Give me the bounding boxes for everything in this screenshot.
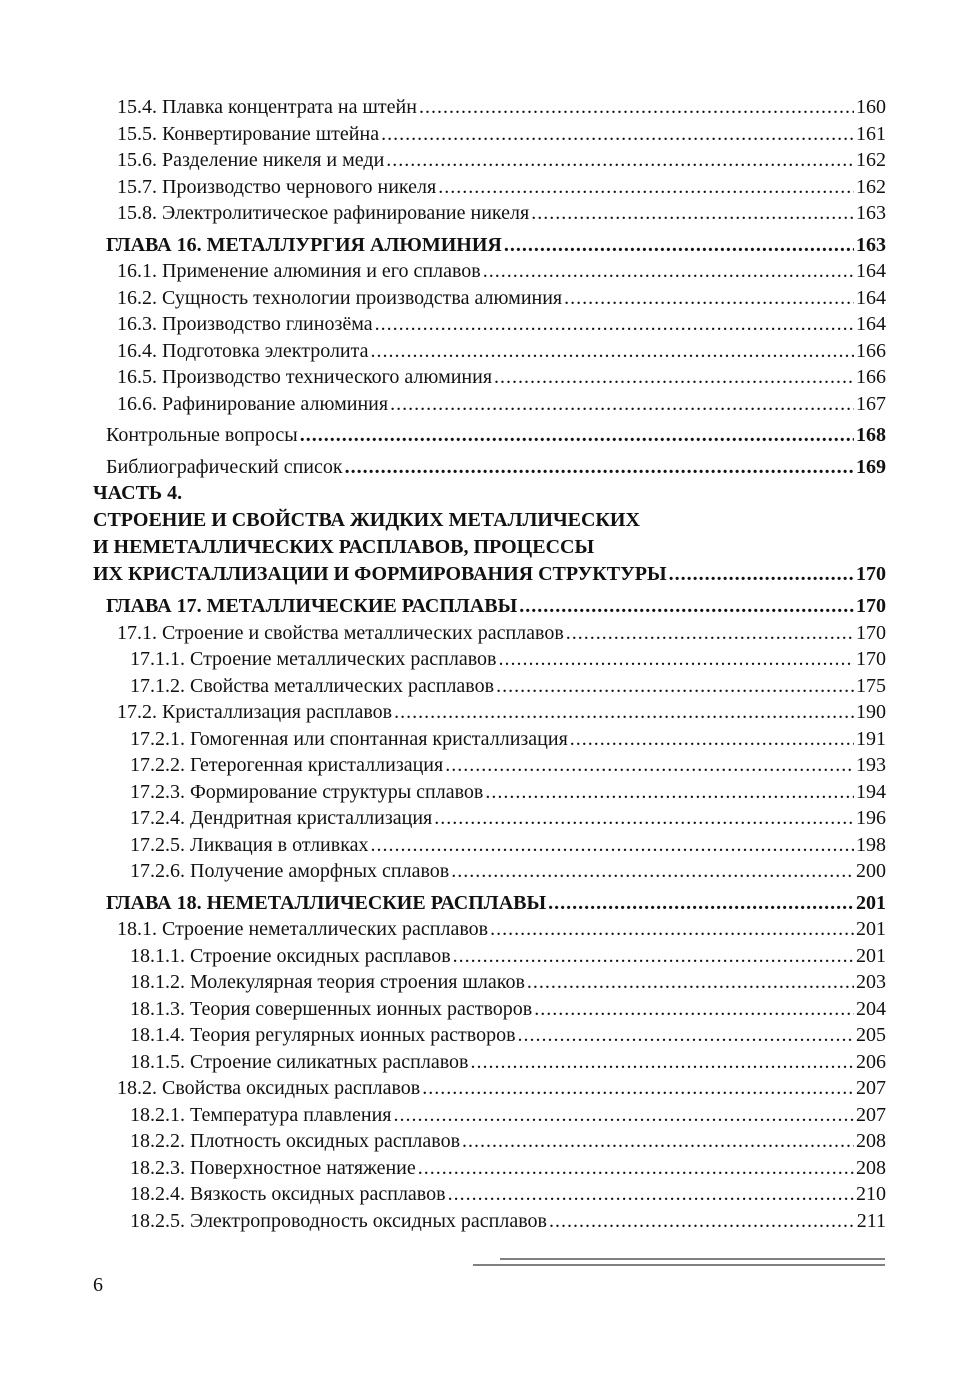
dot-leader	[371, 338, 855, 365]
dot-leader	[453, 943, 854, 970]
entry-title: 18.1. Строение неметаллических расплавов	[117, 918, 489, 940]
dot-leader	[448, 1181, 854, 1208]
entry-title: 16.3. Производство глинозёма	[117, 313, 373, 335]
toc-entry[interactable]	[0, 121, 980, 148]
toc-chapter-entry[interactable]	[0, 593, 980, 620]
dot-leader	[564, 285, 854, 312]
entry-title: 18.2.4. Вязкость оксидных расплавов	[130, 1183, 446, 1205]
toc-part-entry[interactable]	[0, 561, 980, 588]
entry-title: 17.2.3. Формирование структуры сплавов	[130, 780, 484, 803]
dot-leader	[527, 969, 854, 996]
dot-leader	[534, 996, 854, 1023]
page-number: 6	[93, 1274, 103, 1296]
entry-page: 190	[856, 701, 886, 723]
entry-page: 163	[856, 233, 886, 256]
dot-leader	[519, 593, 854, 620]
entry-page: 196	[856, 807, 886, 829]
entry-page: 193	[856, 754, 886, 776]
toc-entry[interactable]	[0, 832, 980, 859]
toc-entry[interactable]	[0, 364, 980, 391]
entry-title: 17.2. Кристаллизация расплавов	[117, 701, 393, 723]
entry-title: 17.1.2. Свойства металлических расплавов	[130, 674, 495, 697]
entry-page: 208	[856, 1156, 886, 1179]
toc-entry[interactable]	[0, 805, 980, 832]
entry-page: 164	[856, 286, 886, 309]
dot-leader	[445, 752, 854, 779]
dot-leader	[485, 779, 854, 806]
dot-leader	[669, 561, 854, 588]
dot-leader	[390, 391, 854, 418]
entry-title: 17.2.1. Гомогенная или спонтанная кристаллизация	[130, 727, 568, 750]
dot-leader	[394, 699, 854, 726]
toc-entry[interactable]	[0, 969, 980, 996]
dot-leader	[451, 858, 854, 885]
entry-title: Библиографический список	[106, 455, 343, 478]
entry-page: 211	[856, 1209, 886, 1232]
entry-title: 15.5. Конвертирование штейна	[117, 122, 380, 145]
toc-entry[interactable]	[0, 1075, 980, 1102]
entry-title: 15.4. Плавка концентрата на штейн	[117, 96, 417, 118]
toc-entry[interactable]	[0, 1128, 980, 1155]
toc-entry[interactable]	[0, 699, 980, 726]
toc-entry[interactable]	[0, 258, 980, 285]
dot-leader	[300, 422, 854, 449]
toc-entry[interactable]	[0, 858, 980, 885]
entry-page: 164	[856, 260, 886, 282]
entry-title: 18.1.5. Строение силикатных расплавов	[130, 1050, 469, 1073]
dot-leader	[499, 646, 855, 673]
toc-entry[interactable]	[0, 752, 980, 779]
toc-entry[interactable]	[0, 726, 980, 753]
dot-leader	[434, 805, 854, 832]
entry-title: 16.5. Производство технического алюминия	[117, 366, 493, 388]
entry-page: 203	[856, 971, 886, 993]
toc-entry[interactable]	[0, 996, 980, 1023]
entry-title: 17.2.4. Дендритная кристаллизация	[130, 807, 433, 829]
toc-entry[interactable]	[0, 1208, 980, 1235]
toc-entry[interactable]	[0, 338, 980, 365]
entry-page: 207	[856, 1077, 886, 1099]
entry-title: 15.6. Разделение никеля и меди	[117, 149, 385, 171]
toc-entry[interactable]	[0, 1181, 980, 1208]
entry-title: 16.4. Подготовка электролита	[117, 339, 369, 362]
entry-page: 163	[856, 202, 886, 224]
toc-entry[interactable]	[0, 422, 980, 449]
entry-page: 160	[856, 96, 886, 118]
dot-leader	[386, 147, 854, 174]
toc-entry[interactable]	[0, 391, 980, 418]
entry-page: 206	[856, 1050, 886, 1073]
toc-entry[interactable]	[0, 311, 980, 338]
entry-title: 17.1.1. Строение металлических расплавов	[130, 648, 497, 670]
entry-page: 201	[856, 918, 886, 940]
dot-leader	[483, 258, 854, 285]
dot-leader	[393, 1102, 854, 1129]
entry-title: ГЛАВА 16. МЕТАЛЛУРГИЯ АЛЮМИНИЯ	[106, 233, 502, 256]
dot-leader	[548, 890, 854, 917]
entry-page: 164	[856, 313, 886, 335]
entry-title: 18.1.1. Строение оксидных расплавов	[130, 944, 451, 967]
dot-leader	[462, 1128, 854, 1155]
entry-page: 170	[856, 621, 886, 644]
entry-title: 17.2.6. Получение аморфных сплавов	[130, 860, 450, 882]
toc-entry[interactable]	[0, 1049, 980, 1076]
toc-entry[interactable]	[0, 1102, 980, 1129]
entry-page: 170	[856, 563, 886, 585]
entry-title: ГЛАВА 17. МЕТАЛЛИЧЕСКИЕ РАСПЛАВЫ	[106, 595, 518, 617]
dot-leader	[549, 1208, 855, 1235]
dot-leader	[371, 832, 855, 859]
toc-entry[interactable]	[0, 285, 980, 312]
toc-entry[interactable]	[0, 646, 980, 673]
entry-page: 210	[856, 1183, 886, 1205]
entry-title: 16.6. Рафинирование алюминия	[117, 392, 389, 415]
entry-title: 17.2.2. Гетерогенная кристаллизация	[130, 754, 444, 776]
part-heading-line: СТРОЕНИЕ И СВОЙСТВА ЖИДКИХ МЕТАЛЛИЧЕСКИХ	[93, 509, 640, 531]
entry-title: 18.1.2. Молекулярная теория строения шлаков	[130, 971, 525, 993]
entry-title: 15.8. Электролитическое рафинирование никеля	[117, 202, 530, 224]
dot-leader	[496, 673, 854, 700]
dot-leader	[570, 726, 854, 753]
entry-page: 198	[856, 833, 886, 856]
entry-title: 16.2. Сущность технологии производства алюминия	[117, 286, 563, 309]
entry-page: 201	[856, 891, 886, 914]
entry-title: 18.2.5. Электропроводность оксидных расплавов	[130, 1209, 547, 1232]
toc-entry[interactable]	[0, 1155, 980, 1182]
dot-leader	[566, 620, 854, 647]
entry-page: 194	[856, 780, 886, 803]
entry-title: 16.1. Применение алюминия и его сплавов	[117, 260, 481, 282]
dot-leader	[490, 916, 854, 943]
entry-page: 170	[856, 595, 886, 617]
dot-leader	[504, 232, 854, 259]
dot-leader	[531, 200, 854, 227]
entry-page: 167	[856, 392, 886, 415]
toc-entry[interactable]	[0, 94, 980, 121]
toc-entry[interactable]	[0, 673, 980, 700]
dot-leader	[438, 174, 854, 201]
dot-leader	[422, 1075, 854, 1102]
toc-chapter-entry[interactable]	[0, 890, 980, 917]
entry-page: 201	[856, 944, 886, 967]
dot-leader	[518, 1022, 854, 1049]
footer-rule-bottom	[473, 1264, 885, 1266]
entry-page: 161	[856, 122, 886, 145]
dot-leader	[381, 121, 854, 148]
entry-page: 175	[856, 674, 886, 697]
entry-page: 200	[856, 860, 886, 882]
entry-page: 207	[856, 1103, 886, 1126]
entry-title: 18.1.4. Теория регулярных ионных растворов	[130, 1024, 516, 1046]
dot-leader	[419, 94, 854, 121]
entry-title: 18.2.1. Температура плавления	[130, 1103, 392, 1126]
entry-page: 162	[856, 175, 886, 198]
entry-title: Контрольные вопросы	[106, 424, 298, 446]
entry-title: 17.1. Строение и свойства металлических расплавов	[117, 621, 564, 644]
entry-page: 205	[856, 1024, 886, 1046]
toc-entry[interactable]	[0, 779, 980, 806]
entry-page: 168	[856, 424, 886, 446]
toc-chapter-entry[interactable]	[0, 232, 980, 259]
toc-entry[interactable]	[0, 454, 980, 481]
toc-entry[interactable]	[0, 916, 980, 943]
toc-entry[interactable]	[0, 1022, 980, 1049]
entry-title: 18.2. Свойства оксидных расплавов	[117, 1077, 421, 1099]
entry-title: 18.1.3. Теория совершенных ионных растворов	[130, 997, 533, 1020]
part-heading-line: ЧАСТЬ 4.	[93, 482, 183, 504]
entry-title: 18.2.2. Плотность оксидных расплавов	[130, 1130, 461, 1152]
entry-page: 166	[856, 339, 886, 362]
entry-page: 204	[856, 997, 886, 1020]
entry-page: 162	[856, 149, 886, 171]
entry-page: 170	[856, 648, 886, 670]
dot-leader	[494, 364, 854, 391]
toc-entry[interactable]	[0, 147, 980, 174]
dot-leader	[418, 1155, 854, 1182]
entry-title: ИХ КРИСТАЛЛИЗАЦИИ И ФОРМИРОВАНИЯ СТРУКТУРЫ	[93, 563, 667, 585]
entry-page: 169	[856, 455, 886, 478]
entry-page: 166	[856, 366, 886, 388]
entry-page: 191	[856, 727, 886, 750]
entry-title: 17.2.5. Ликвация в отливках	[130, 833, 369, 856]
dot-leader	[470, 1049, 854, 1076]
entry-title: 15.7. Производство чернового никеля	[117, 175, 437, 198]
dot-leader	[375, 311, 854, 338]
part-heading-line: И НЕМЕТАЛЛИЧЕСКИХ РАСПЛАВОВ, ПРОЦЕССЫ	[93, 536, 595, 558]
entry-title: 18.2.3. Поверхностное натяжение	[130, 1156, 416, 1179]
footer-rule-top	[500, 1258, 885, 1260]
toc-entry[interactable]	[0, 174, 980, 201]
table-of-contents	[0, 94, 980, 1234]
toc-entry[interactable]	[0, 943, 980, 970]
toc-entry[interactable]	[0, 620, 980, 647]
dot-leader	[345, 454, 854, 481]
toc-entry[interactable]	[0, 200, 980, 227]
entry-page: 208	[856, 1130, 886, 1152]
entry-title: ГЛАВА 18. НЕМЕТАЛЛИЧЕСКИЕ РАСПЛАВЫ	[106, 891, 547, 914]
